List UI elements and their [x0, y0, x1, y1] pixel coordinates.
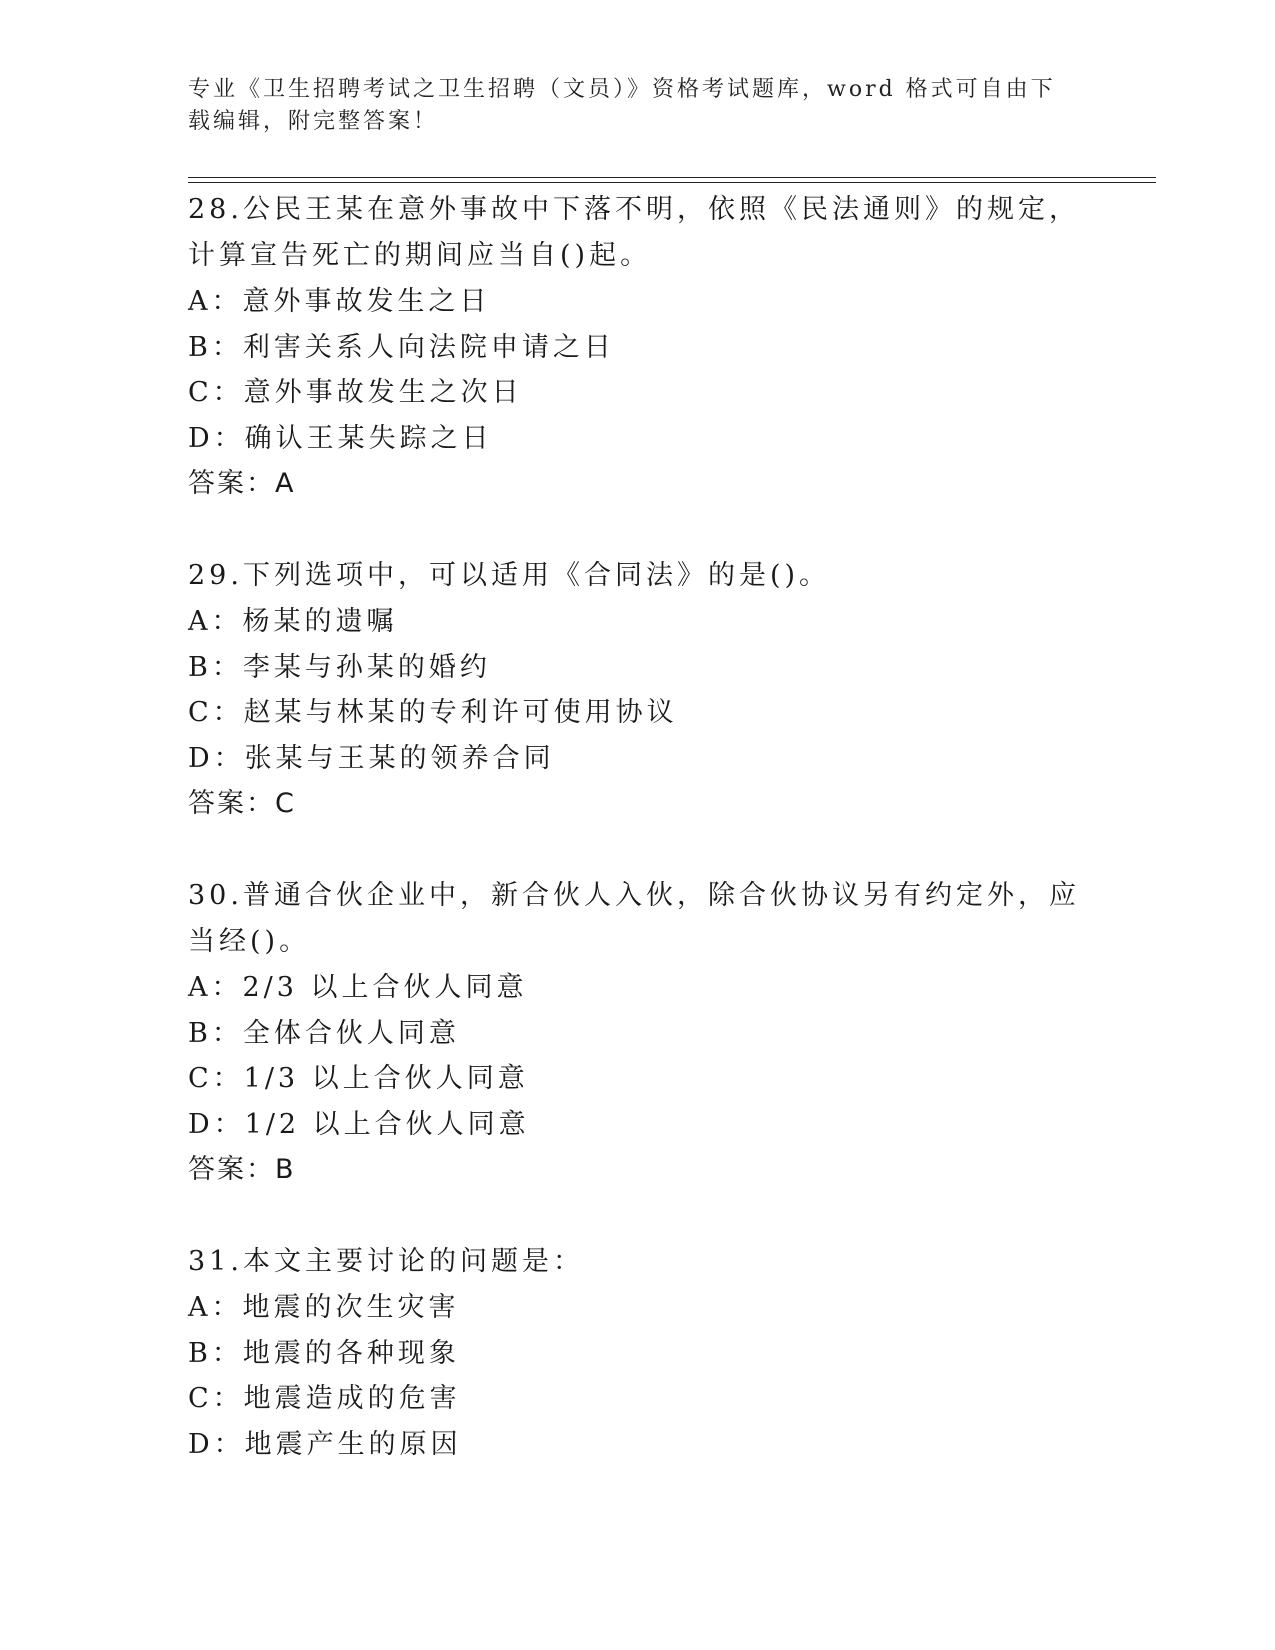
option-a: A：意外事故发生之日: [188, 286, 491, 317]
question-30: [188, 873, 1088, 1193]
question-31: [188, 1239, 1088, 1467]
spacer: [188, 827, 1088, 873]
option-d: D：1/2 以上合伙人同意: [188, 1108, 530, 1140]
question-29: [188, 553, 1088, 827]
question-text: 29.下列选项中，可以适用《合同法》的是()。: [188, 560, 831, 591]
spacer: [188, 1193, 1088, 1239]
question-list: [188, 187, 1088, 1467]
document-header: 专业《卫生招聘考试之卫生招聘（文员）》资格考试题库，word 格式可自由下载编辑，附完整答案！: [188, 77, 1056, 134]
answer-line: 答案：B: [188, 1154, 296, 1185]
option-a: A：2/3 以上合伙人同意: [188, 972, 528, 1003]
question-text: 31.本文主要讨论的问题是：: [188, 1246, 584, 1277]
spacer: [188, 507, 1088, 553]
option-d: D：张某与王某的领养合同: [188, 742, 555, 774]
option-c: C：意外事故发生之次日: [188, 377, 523, 408]
question-text: 30.普通合伙企业中，新合伙人入伙，除合伙协议另有约定外，应当经()。: [188, 880, 1080, 957]
option-b: B：地震的各种现象: [188, 1337, 460, 1369]
header-rule-top: [188, 177, 1156, 178]
option-a: A：地震的次生灾害: [188, 1292, 460, 1323]
option-d: D：地震产生的原因: [188, 1428, 462, 1460]
answer-line: 答案：A: [188, 468, 296, 499]
option-b: B：利害关系人向法院申请之日: [188, 331, 615, 363]
option-b: B：李某与孙某的婚约: [188, 651, 491, 683]
question-28: [188, 187, 1088, 507]
option-c: C：1/3 以上合伙人同意: [188, 1063, 529, 1094]
option-c: C：地震造成的危害: [188, 1383, 461, 1414]
option-a: A：杨某的遗嘱: [188, 606, 398, 637]
option-c: C：赵某与林某的专利许可使用协议: [188, 697, 678, 728]
option-b: B：全体合伙人同意: [188, 1017, 460, 1049]
header-rule-bottom: [188, 182, 1156, 183]
option-d: D：确认王某失踪之日: [188, 422, 493, 454]
answer-line: 答案：C: [188, 788, 296, 819]
question-text: 28.公民王某在意外事故中下落不明，依照《民法通则》的规定，计算宣告死亡的期间应当自()起。: [188, 194, 1080, 271]
